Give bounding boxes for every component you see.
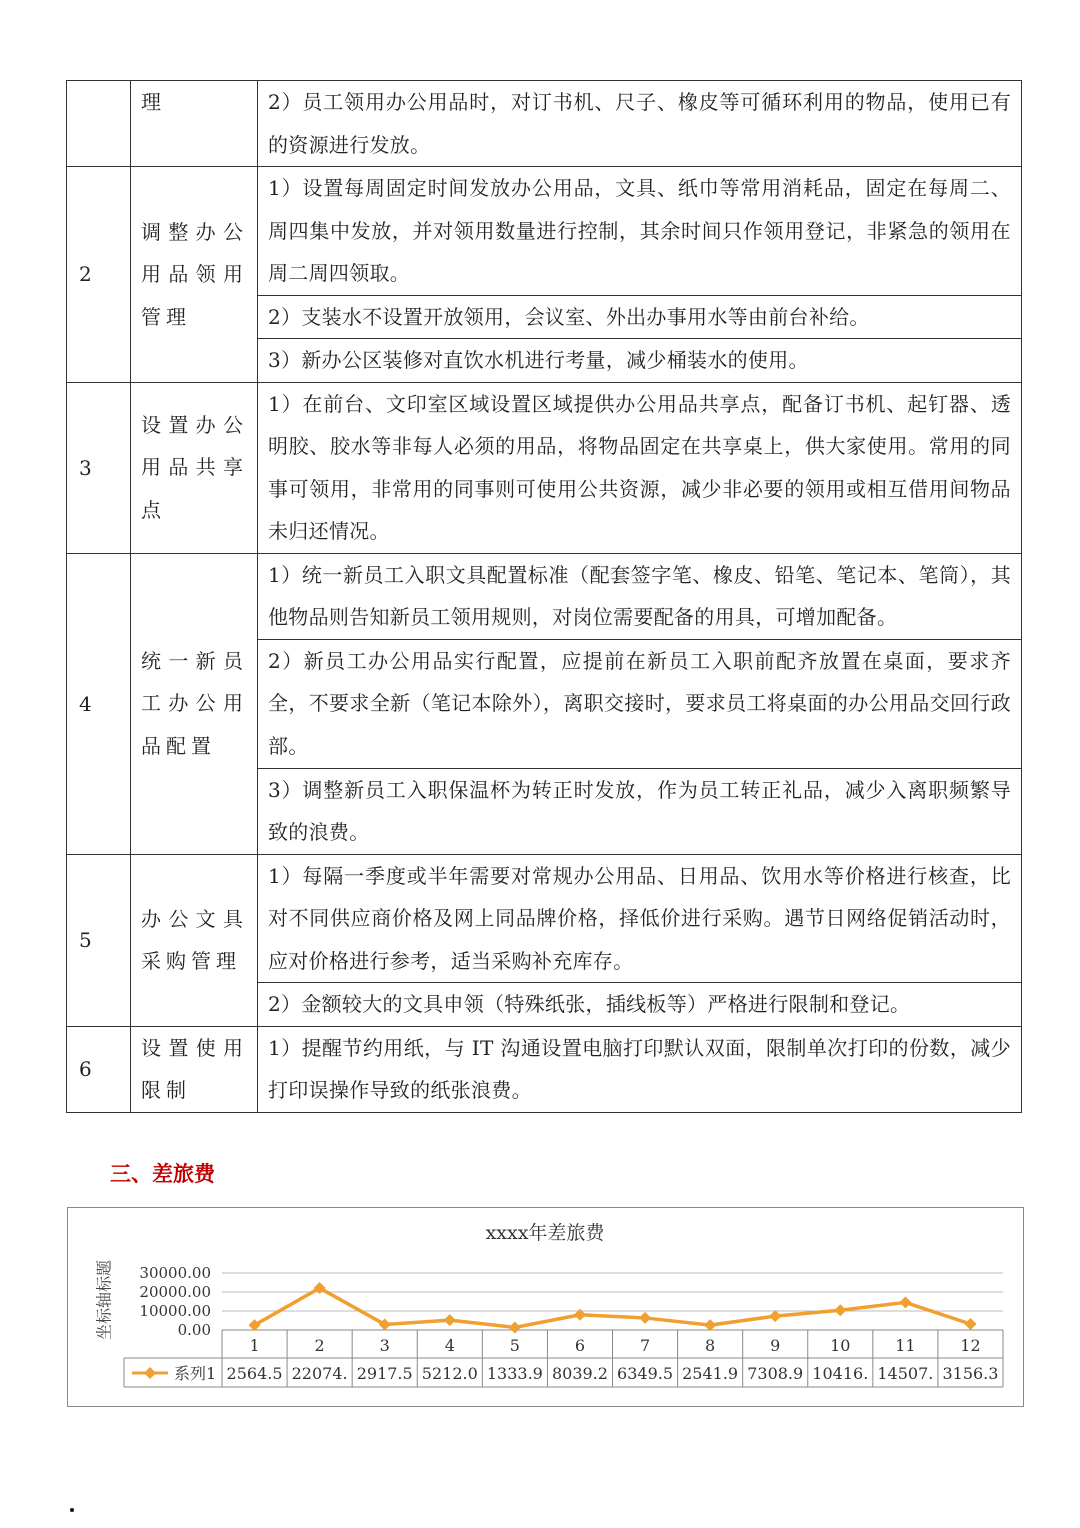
x-tick-label: 12 bbox=[960, 1336, 981, 1355]
row-number: 5 bbox=[67, 854, 131, 1026]
row-category: 办公文具采购管理 bbox=[131, 854, 258, 1026]
row-category: 设置使用限制 bbox=[131, 1026, 258, 1112]
y-tick-label: 30000.00 bbox=[139, 1264, 211, 1282]
data-table-value: 2564.5 bbox=[226, 1364, 283, 1383]
x-tick-label: 4 bbox=[444, 1336, 455, 1355]
data-table-value: 1333.9 bbox=[486, 1364, 543, 1383]
y-tick-label: 10000.00 bbox=[139, 1302, 211, 1320]
table-row bbox=[67, 854, 1022, 983]
table-row bbox=[67, 1026, 1022, 1112]
row-item: 1）统一新员工入职文具配置标准（配套签字笔、橡皮、铅笔、笔记本、笔筒），其他物品则告知新员工领用规则，对岗位需要配备的用具，可增加配备。 bbox=[258, 553, 1022, 639]
table-row bbox=[67, 382, 1022, 553]
table-row bbox=[67, 81, 1022, 167]
data-table-value: 2917.5 bbox=[356, 1364, 413, 1383]
row-item: 2）员工领用办公用品时，对订书机、尺子、橡皮等可循环利用的物品，使用已有的资源进行发放。 bbox=[258, 81, 1022, 167]
y-tick-label: 0.00 bbox=[177, 1321, 211, 1339]
y-tick-label: 20000.00 bbox=[139, 1283, 211, 1301]
row-number: 2 bbox=[67, 167, 131, 383]
x-tick-label: 11 bbox=[895, 1336, 916, 1355]
x-tick-label: 5 bbox=[509, 1336, 520, 1355]
x-tick-label: 9 bbox=[770, 1336, 781, 1355]
row-number bbox=[67, 81, 131, 167]
row-category: 调整办公用品领用管理 bbox=[131, 167, 258, 383]
legend-series-name: 系列1 bbox=[174, 1364, 217, 1383]
x-tick-label: 2 bbox=[314, 1336, 325, 1355]
row-item: 1）在前台、文印室区域设置区域提供办公用品共享点，配备订书机、起钉器、透明胶、胶水等非每人必须的用品，将物品固定在共享桌上，供大家使用。常用的同事可领用，非常用的同事则可使用公共资源，减少非必要的领用或相互借用间物品未归还情况。 bbox=[258, 382, 1022, 553]
row-item: 2）支装水不设置开放领用，会议室、外出办事用水等由前台补给。 bbox=[258, 295, 1022, 339]
row-item: 1）提醒节约用纸，与 IT 沟通设置电脑打印默认双面，限制单次打印的份数，减少打印误操作导致的纸张浪费。 bbox=[258, 1026, 1022, 1112]
chart-title: xxxx年差旅费 bbox=[485, 1222, 605, 1244]
x-tick-label: 7 bbox=[639, 1336, 651, 1355]
x-tick-label: 6 bbox=[574, 1336, 586, 1355]
row-category: 理 bbox=[131, 81, 258, 167]
data-table-value: 8039.2 bbox=[551, 1364, 608, 1383]
x-tick-label: 10 bbox=[830, 1336, 851, 1355]
row-item: 1）设置每周固定时间发放办公用品，文具、纸巾等常用消耗品，固定在每周二、周四集中发放，并对领用数量进行控制，其余时间只作领用登记，非紧急的领用在周二周四领取。 bbox=[258, 167, 1022, 296]
row-item: 3）调整新员工入职保温杯为转正时发放，作为员工转正礼品，减少入离职频繁导致的浪费。 bbox=[258, 768, 1022, 854]
data-table-value: 14507. bbox=[877, 1364, 934, 1383]
x-tick-label: 1 bbox=[249, 1336, 260, 1355]
table-row bbox=[67, 553, 1022, 639]
row-item: 3）新办公区装修对直饮水机进行考量，减少桶装水的使用。 bbox=[258, 339, 1022, 383]
x-tick-label: 3 bbox=[379, 1336, 390, 1355]
row-category: 设置办公用品共享点 bbox=[131, 382, 258, 553]
data-table-value: 6349.5 bbox=[617, 1364, 674, 1383]
data-table-value: 2541.9 bbox=[682, 1364, 739, 1383]
row-category: 统一新员工办公用品配置 bbox=[131, 553, 258, 854]
data-table-value: 22074. bbox=[291, 1364, 348, 1383]
page-dot bbox=[70, 1508, 74, 1512]
measures-table bbox=[66, 80, 1022, 1113]
section-heading: 三、差旅费 bbox=[110, 1161, 215, 1186]
row-number: 6 bbox=[67, 1026, 131, 1112]
row-number: 3 bbox=[67, 382, 131, 553]
row-item: 1）每隔一季度或半年需要对常规办公用品、日用品、饮用水等价格进行核查，比对不同供应商价格及网上同品牌价格，择低价进行采购。遇节日网络促销活动时，应对价格进行参考，适当采购补充库存。 bbox=[258, 854, 1022, 983]
data-table-value: 10416. bbox=[812, 1364, 869, 1383]
data-table-value: 5212.0 bbox=[421, 1364, 478, 1383]
data-table-value: 7308.9 bbox=[747, 1364, 804, 1383]
row-number: 4 bbox=[67, 553, 131, 854]
y-axis-title: 坐标轴标题 bbox=[94, 1259, 114, 1341]
row-item: 2）新员工办公用品实行配置，应提前在新员工入职前配齐放置在桌面，要求齐全，不要求全新（笔记本除外），离职交接时，要求员工将桌面的办公用品交回行政部。 bbox=[258, 639, 1022, 768]
x-tick-label: 8 bbox=[705, 1336, 716, 1355]
data-table-value: 3156.3 bbox=[942, 1364, 999, 1383]
row-item: 2）金额较大的文具申领（特殊纸张，插线板等）严格进行限制和登记。 bbox=[258, 983, 1022, 1027]
table-row bbox=[67, 167, 1022, 296]
